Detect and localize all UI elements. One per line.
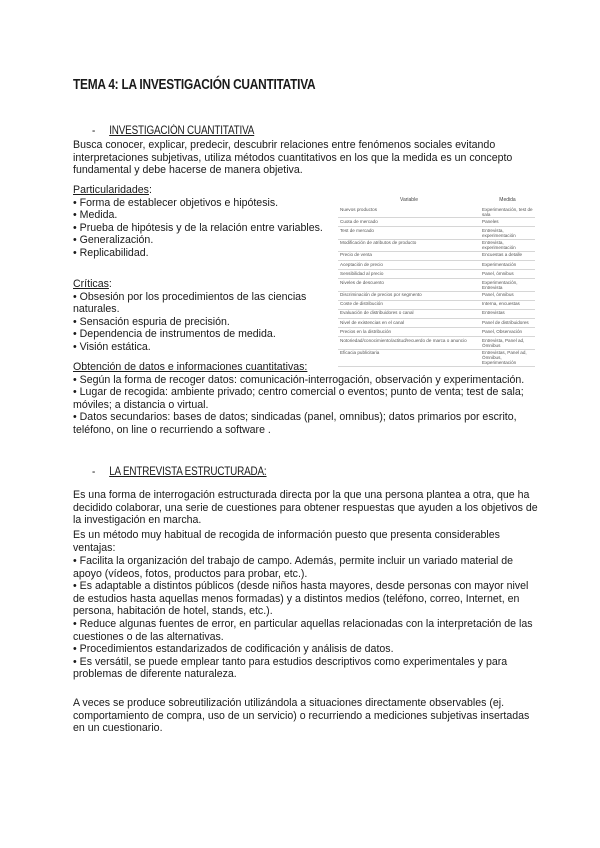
table-cell-variable: Sensibilidad al precio xyxy=(338,270,480,279)
table-cell-medida: Entrevistas, Panel ad, Ómnibus, Experimentación xyxy=(480,349,535,366)
table-header-variable: Variable xyxy=(400,197,418,203)
table-row xyxy=(338,279,535,291)
table-cell-medida: Panel de distribuidores xyxy=(480,319,535,328)
variables-medida-table xyxy=(338,196,535,367)
table-cell-medida: Entrevistas xyxy=(480,309,535,318)
page-title: TEMA 4: LA INVESTIGACIÓN CUANTITATIVA xyxy=(73,77,316,93)
table-cell-medida: Panel, Observación xyxy=(480,328,535,337)
list-item: • Generalización. xyxy=(73,234,154,247)
table-row xyxy=(338,218,535,227)
particularidades-block xyxy=(73,184,333,260)
table-cell-variable: Discriminación de precios por segmento xyxy=(338,291,480,300)
table-cell-variable: Eficacia publicitaria xyxy=(338,349,480,366)
intro-paragraph: Busca conocer, explicar, predecir, descubrir relaciones entre fenómenos sociales evitando interpretaciones subjetivas, utiliza métodos cuantitativos en los que la medida es un concepto fundamental y debe hacerse de manera objetiva. xyxy=(73,139,513,177)
list-item: • Visión estática. xyxy=(73,340,151,353)
table-cell-variable: Niveles de descuento xyxy=(338,279,480,291)
table-cell-variable: Nuevos productos xyxy=(338,206,480,218)
heading-text: INVESTIGACIÓN CUANTITATIVA xyxy=(109,125,255,137)
list-item: • Forma de establecer objetivos e hipótesis. xyxy=(73,196,279,209)
table-cell-variable: Precios en la distribución xyxy=(338,328,480,337)
table-row xyxy=(338,260,535,269)
table-cell-medida: Experimentación, test de sala xyxy=(480,206,535,218)
list-item: • Reduce algunas fuentes de error, en particular aquellas relacionadas con la interpretación de las cuestiones o de las alternativas. xyxy=(73,617,533,643)
list-item: • Lugar de recogida: ambiente privado; centro comercial o eventos; punto de venta; test de sala; móviles; a distancia o virtual. xyxy=(73,386,524,411)
list-item: • Es versátil, se puede emplear tanto para estudios descriptivos como experimentales y para problemas de diferente naturaleza. xyxy=(73,655,508,681)
table-header-medida: Medida xyxy=(499,197,516,203)
criticas-heading: Críticas: xyxy=(73,278,112,290)
table-row xyxy=(338,300,535,309)
table-cell-variable: Evaluación de distribuidores o canal xyxy=(338,309,480,318)
heading-dash: - xyxy=(92,125,96,137)
list-item: • Facilita la organización del trabajo de campo. Además, permite incluir un variado material de apoyo (vídeos, fotos, productos para probar, etc.). xyxy=(73,555,514,580)
list-item: • Prueba de hipótesis y de la relación entre variables. xyxy=(73,221,323,234)
table-row xyxy=(338,270,535,279)
table-row xyxy=(338,319,535,328)
table-cell-medida: Panel, ómnibus xyxy=(480,291,535,300)
table-cell-variable: Modificación de atributos de producto xyxy=(338,239,480,251)
particularidades-heading: Particularidades: xyxy=(73,184,152,196)
table-row xyxy=(338,291,535,300)
table-row xyxy=(338,328,535,337)
list-item: • Obsesión por los procedimientos de las ciencias naturales. xyxy=(73,290,307,316)
closing-paragraph: A veces se produce sobreutilización utilizándola a situaciones directamente observables (ej. comportamiento de compra, uso de un servicio) o recurriendo a mediciones subjetivas insertadas en un cuestionario. xyxy=(73,697,530,735)
heading-text: LA ENTREVISTA ESTRUCTURADA: xyxy=(109,466,267,478)
table-cell-medida: Entrevista, experimentación xyxy=(480,227,535,239)
section-heading-entrevista xyxy=(92,466,266,478)
table-row xyxy=(338,349,535,366)
section-heading-investigacion xyxy=(92,125,254,137)
table-cell-variable: Cuota de mercado xyxy=(338,218,480,227)
table-row xyxy=(338,206,535,218)
list-item: • Según la forma de recoger datos: comunicación-interrogación, observación y experimentación. xyxy=(73,373,525,386)
table-cell-medida: Entrevista, Panel ad, Ómnibus xyxy=(480,337,535,349)
table-cell-variable: Notoriedad/conocimiento/actitud/recuerdo de marca o anuncio xyxy=(338,337,480,349)
table-cell-medida: Entrevista, experimentación xyxy=(480,239,535,251)
heading-dash: - xyxy=(92,466,96,478)
table-cell-variable: Precio de venta xyxy=(338,251,480,260)
table-cell-medida: Experimentación xyxy=(480,260,535,269)
table-cell-medida: Interna, encuestas xyxy=(480,300,535,309)
table-row xyxy=(338,251,535,260)
table-row xyxy=(338,309,535,318)
entrevista-paragraph-2: Es un método muy habitual de recogida de información puesto que presenta considerables ventajas: xyxy=(73,529,500,554)
table-body xyxy=(338,206,535,366)
table-cell-medida: Paneles xyxy=(480,218,535,227)
table-cell-variable: Test de mercado xyxy=(338,227,480,239)
list-item: • Datos secundarios: bases de datos; sindicadas (panel, omnibus); datos primarios por escrito, teléfono, on line o recurriendo a software . xyxy=(73,411,517,436)
table-cell-variable: Nivel de existencias en el canal xyxy=(338,319,480,328)
entrevista-paragraph-1: Es una forma de interrogación estructurada directa por la que una persona plantea a otra, que ha decidido colaborar, una serie de cuestiones para obtener respuestas que ayuden a los objetivos de la investigación en marcha. xyxy=(73,489,538,527)
table-row xyxy=(338,239,535,251)
table-row xyxy=(338,227,535,239)
table-cell-medida: Experimentación, Entrevista xyxy=(480,279,535,291)
table-cell-variable: Aceptación de precio xyxy=(338,260,480,269)
ventajas-list xyxy=(73,555,543,681)
list-item: • Dependencia de instrumentos de medida. xyxy=(73,328,276,341)
criticas-block xyxy=(73,278,333,354)
obtencion-heading: Obtención de datos e informaciones cuantitativas: xyxy=(73,361,308,373)
list-item: • Es adaptable a distintos públicos (desde niños hasta mayores, desde personas con mayor nivel de estudios hasta aquellas menos formadas) y a distintos medios (teléfono, correo, Internet, en persona, habitación de hotel, stands, etc.). xyxy=(73,580,529,618)
obtencion-block xyxy=(73,361,543,437)
list-item: • Sensación espuria de precisión. xyxy=(73,315,230,328)
list-item: • Procedimientos estandarizados de codificación y análisis de datos. xyxy=(73,643,394,656)
table-cell-variable: Coste de distribución xyxy=(338,300,480,309)
table-cell-medida: Panel, ómnibus xyxy=(480,270,535,279)
table-cell-medida: Encuestas a detalle xyxy=(480,251,535,260)
list-item: • Replicabilidad. xyxy=(73,246,149,259)
table-row xyxy=(338,337,535,349)
list-item: • Medida. xyxy=(73,209,118,222)
